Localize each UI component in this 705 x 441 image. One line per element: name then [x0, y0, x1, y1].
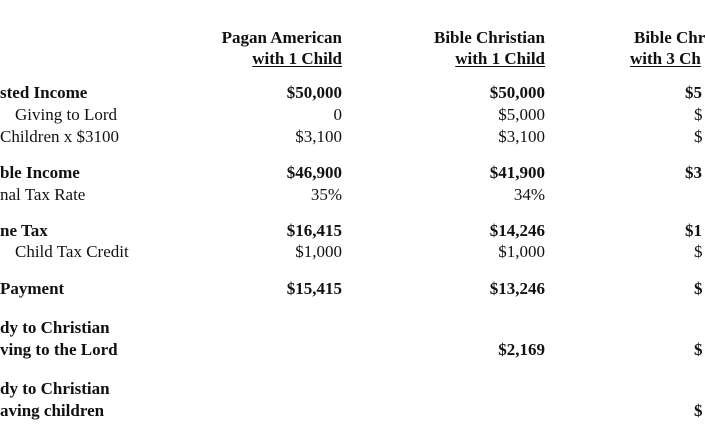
cell-christian-children: $3,100: [498, 127, 545, 146]
row-label-child-tax-credit: Child Tax Credit: [15, 242, 129, 261]
row-label-taxable-income: ble Income: [0, 163, 80, 182]
cell-christian3-taxable-income: $3: [685, 163, 702, 182]
cell-pagan-child-tax-credit: $1,000: [295, 242, 342, 261]
cell-pagan-income-tax: $16,415: [286, 221, 342, 240]
row-label-subsidy-children-line2: aving children: [0, 401, 105, 420]
cell-christian3-giving: $: [694, 105, 703, 124]
column-header-pagan-title: Pagan American: [221, 28, 342, 47]
cell-christian3-tax-payment: $: [694, 279, 703, 298]
cell-christian-subsidy-giving: $2,169: [498, 340, 545, 359]
cell-christian3-children: $: [694, 127, 703, 146]
cell-christian-tax-rate: 34%: [513, 185, 545, 204]
cell-christian-income-tax: $14,246: [489, 221, 545, 240]
cell-christian-adjusted-income: $50,000: [489, 83, 545, 102]
cell-christian-giving: $5,000: [498, 105, 545, 124]
cell-pagan-children: $3,100: [295, 127, 342, 146]
row-label-adjusted-income: sted Income: [0, 83, 88, 102]
cell-christian-taxable-income: $41,900: [489, 163, 545, 182]
cell-christian-tax-payment: $13,246: [489, 279, 545, 298]
row-label-tax-payment: Payment: [0, 279, 65, 298]
cell-pagan-giving: 0: [333, 105, 342, 124]
cell-pagan-tax-rate: 35%: [310, 185, 342, 204]
cell-pagan-tax-payment: $15,415: [286, 279, 342, 298]
cell-pagan-taxable-income: $46,900: [286, 163, 342, 182]
row-label-marginal-tax-rate: nal Tax Rate: [0, 185, 86, 204]
row-label-children-exemption: Children x $3100: [0, 127, 119, 146]
cell-christian3-adjusted-income: $5: [685, 83, 702, 102]
cell-christian3-subsidy-children: $: [694, 401, 703, 420]
column-header-christian3-subtitle: with 3 Ch: [630, 49, 701, 68]
row-label-subsidy-children-line1: dy to Christian: [0, 379, 110, 398]
row-label-subsidy-giving-line1: dy to Christian: [0, 318, 110, 337]
column-header-christian-title: Bible Christian: [434, 28, 545, 47]
row-label-income-tax: ne Tax: [0, 221, 48, 240]
cell-christian3-subsidy-giving: $: [694, 340, 703, 359]
column-header-christian-subtitle: with 1 Child: [455, 49, 545, 68]
cell-christian3-income-tax: $1: [685, 221, 702, 240]
cell-pagan-adjusted-income: $50,000: [286, 83, 342, 102]
row-label-subsidy-giving-line2: ving to the Lord: [0, 340, 118, 359]
column-header-pagan-subtitle: with 1 Child: [252, 49, 342, 68]
row-label-giving-to-lord: Giving to Lord: [15, 105, 117, 124]
cell-christian-child-tax-credit: $1,000: [498, 242, 545, 261]
cell-christian3-child-tax-credit: $: [694, 242, 703, 261]
column-header-christian3-title: Bible Chr: [634, 28, 705, 47]
